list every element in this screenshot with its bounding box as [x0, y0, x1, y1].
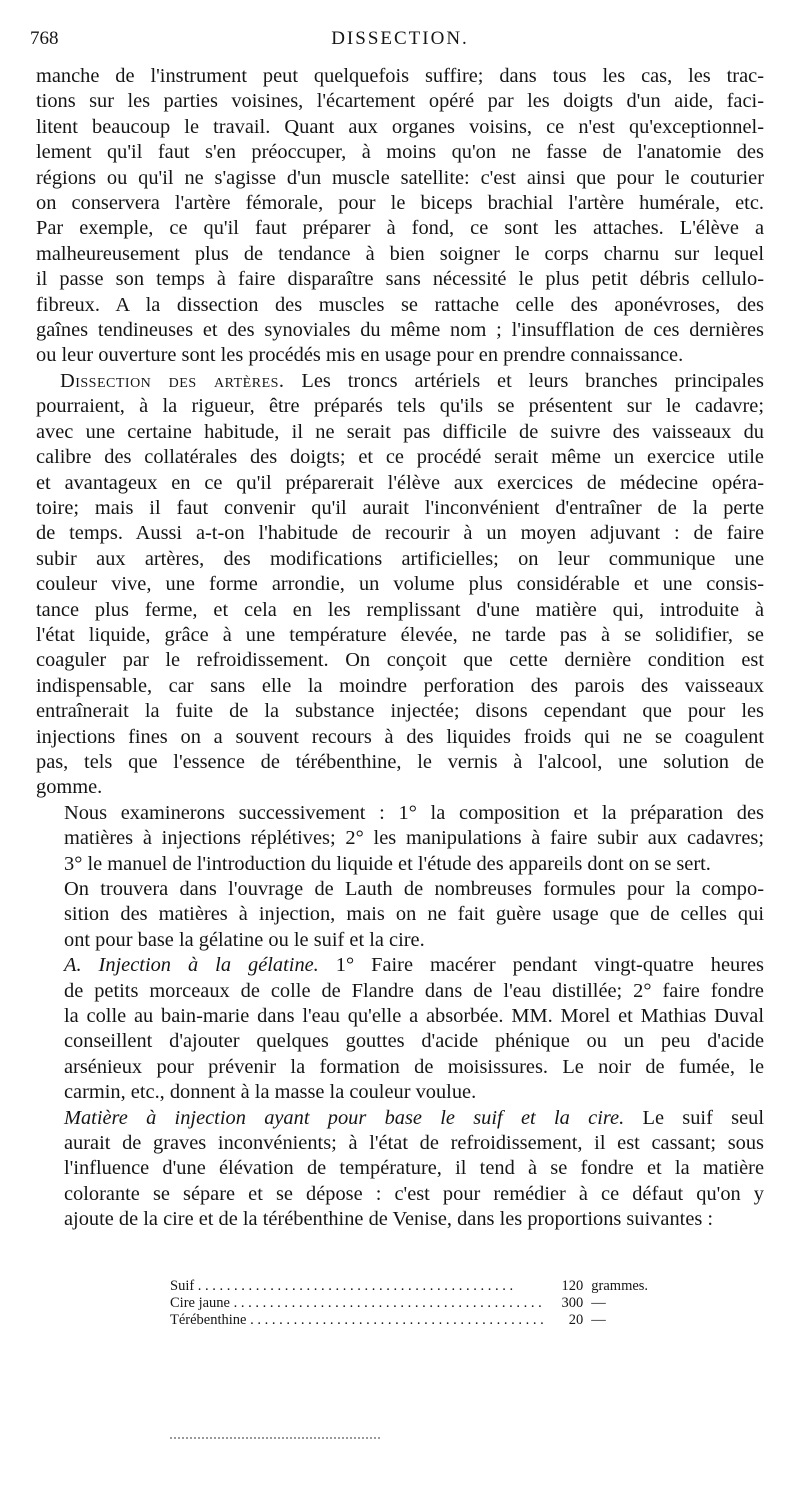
text-line: subir aux artères, des modifications artificielles; on leur communique une [36, 547, 764, 570]
text-line: sition des matières à injection, mais on ne fait guère usage que de celles qui [64, 903, 764, 926]
text-line: Les troncs artériels et leurs branches principales [284, 369, 764, 392]
text-line: entraînerait la fuite de la substance injectée; disons cependant que pour les [36, 700, 764, 723]
text-line: arsénieux pour prévenir la formation de moisissures. Le noir de fumée, le [64, 1055, 764, 1078]
text-line: avec une certaine habitude, il ne serait pas difficile de suivre des vaisseaux du [36, 420, 764, 443]
recipe-name: Suif . . . [170, 1278, 544, 1295]
page-header [30, 28, 770, 56]
recipe-qty: 300 [561, 1295, 584, 1311]
paragraph-gelatine [36, 953, 764, 1105]
text-line [36, 1106, 764, 1131]
text-line [36, 369, 764, 394]
paragraph-suif-cire [36, 1106, 764, 1233]
page-footer-rule [170, 1437, 380, 1442]
text-line: Nous examinerons successivement : 1° la composition et la préparation des [64, 801, 764, 824]
text-line: malheureusement plus de tendance à bien soigner le corps charnu sur lequel [36, 242, 764, 265]
text-line: litent beaucoup le travail. Quant aux organes voisins, ce n'est qu'exceptionnel- [36, 115, 764, 138]
recipe-name: Cire jaune . . . [170, 1295, 544, 1312]
text-line: colorante se sépare et se dépose : c'est pour remédier à ce défaut qu'on y [64, 1182, 764, 1205]
paragraph-sequence [36, 801, 764, 877]
text-line: pourraient, à la rigueur, être préparés tels qu'ils se présentent sur le cadavre; [36, 395, 764, 418]
text-line: ont pour base la gélatine ou le suif et la cire. [64, 928, 425, 951]
text-line: de temps. Aussi a-t-on l'habitude de recourir à un moyen adjuvant : de faire [36, 522, 764, 545]
text-line: fibreux. A la dissection des muscles se rattache celle des aponévroses, des [36, 293, 764, 316]
text-line: couleur vive, une forme arrondie, un volume plus considérable et une consis- [36, 573, 764, 596]
text-line: Le suif seul [624, 1106, 765, 1129]
text-line: et avantageux en ce qu'il préparerait l'élève aux exercices de médecine opéra- [36, 471, 764, 494]
text-line: l'influence d'une élévation de température, il tend à se fondre et la matière [64, 1157, 764, 1180]
text-line: 1° Faire macérer pendant vingt-quatre heures [318, 954, 764, 977]
running-title: DISSECTION. [331, 28, 469, 49]
section-heading: A. Injection à la gélatine. [64, 954, 319, 977]
text-line: indispensable, car sans elle la moindre perforation des parois des vaisseaux [36, 674, 764, 697]
recipe-row [170, 1295, 670, 1312]
recipe-name: Térébenthine . . . [170, 1312, 544, 1329]
body-text [36, 64, 764, 1233]
recipe-qty: 120 [561, 1278, 584, 1294]
recipe-unit: grammes. [591, 1278, 649, 1294]
recipe-row [170, 1278, 670, 1295]
text-line: ou leur ouverture sont les procédés mis en usage pour en prendre connaissance. [36, 344, 684, 367]
text-line: gaînes tendineuses et des synoviales du même nom ; l'insufflation de ces dernières [36, 319, 764, 342]
section-heading: Dissection des artères. [60, 369, 285, 392]
text-line: on conservera l'artère fémorale, pour le biceps brachial l'artère humérale, etc. [36, 192, 764, 215]
text-line: toire; mais il faut convenir qu'il aurait l'inconvénient d'entraîner de la perte [36, 496, 764, 519]
recipe-qty: 20 [568, 1312, 584, 1328]
paragraph-arteries [36, 369, 764, 801]
recipe-row [170, 1312, 670, 1329]
text-line: injections fines on a souvent recours à des liquides froids qui ne se coagulent [36, 725, 764, 748]
recipe-table [170, 1278, 670, 1329]
recipe-unit: — [591, 1295, 606, 1311]
text-line: de petits morceaux de colle de Flandre dans de l'eau distillée; 2° faire fondre [64, 979, 764, 1002]
text-line [36, 953, 764, 978]
section-heading: Matière à injection ayant pour base le suif et la cire. [64, 1106, 625, 1129]
recipe-unit: — [591, 1312, 606, 1328]
text-line: matières à injections réplétives; 2° les manipulations à faire subir aux cadavres; [64, 827, 764, 850]
paragraph-lauth [36, 877, 764, 953]
text-line: 3° le manuel de l'introduction du liquide et l'étude des appareils dont on se sert. [64, 852, 711, 875]
text-line: gomme. [36, 776, 103, 799]
text-line: coaguler par le refroidissement. On conçoit que cette dernière condition est [36, 649, 764, 672]
text-line: carmin, etc., donnent à la masse la couleur voulue. [64, 1081, 477, 1104]
text-line: régions ou qu'il ne s'agisse d'un muscle satellite: c'est ainsi que pour le couturier [36, 166, 764, 189]
text-line: pas, tels que l'essence de térébenthine, le vernis à l'alcool, une solution de [36, 750, 764, 773]
text-line: l'état liquide, grâce à une température élevée, ne tarde pas à se solidifier, se [36, 623, 764, 646]
text-line: tions sur les parties voisines, l'écartement opéré par les doigts d'un aide, faci- [36, 90, 764, 113]
text-line: calibre des collatérales des doigts; et ce procédé serait même un exercice utile [36, 446, 764, 469]
text-line: la colle au bain-marie dans l'eau qu'elle a absorbée. MM. Morel et Mathias Duval [64, 1005, 764, 1028]
text-line: aurait de graves inconvénients; à l'état de refroidissement, il est cassant; sous [64, 1132, 764, 1155]
text-line: tance plus ferme, et cela en les remplissant d'une matière qui, introduite à [36, 598, 764, 621]
text-line: Par exemple, ce qu'il faut préparer à fond, ce sont les attaches. L'élève a [36, 217, 764, 240]
text-line: ajoute de la cire et de la térébenthine de Venise, dans les proportions suivantes : [64, 1208, 714, 1231]
paragraph-muscles [36, 64, 764, 369]
page-number: 768 [30, 28, 59, 49]
text-line: il passe son temps à faire disparaître sans nécessité le plus petit débris cellulo- [36, 268, 764, 291]
text-line: conseillent d'ajouter quelques gouttes d'acide phénique ou un peu d'acide [64, 1030, 764, 1053]
text-line: manche de l'instrument peut quelquefois suffire; dans tous les cas, les trac- [36, 65, 764, 87]
text-line: lement qu'il faut s'en préoccuper, à moins qu'on ne fasse de l'anatomie des [36, 141, 764, 164]
text-line: On trouvera dans l'ouvrage de Lauth de nombreuses formules pour la compo- [64, 878, 764, 900]
